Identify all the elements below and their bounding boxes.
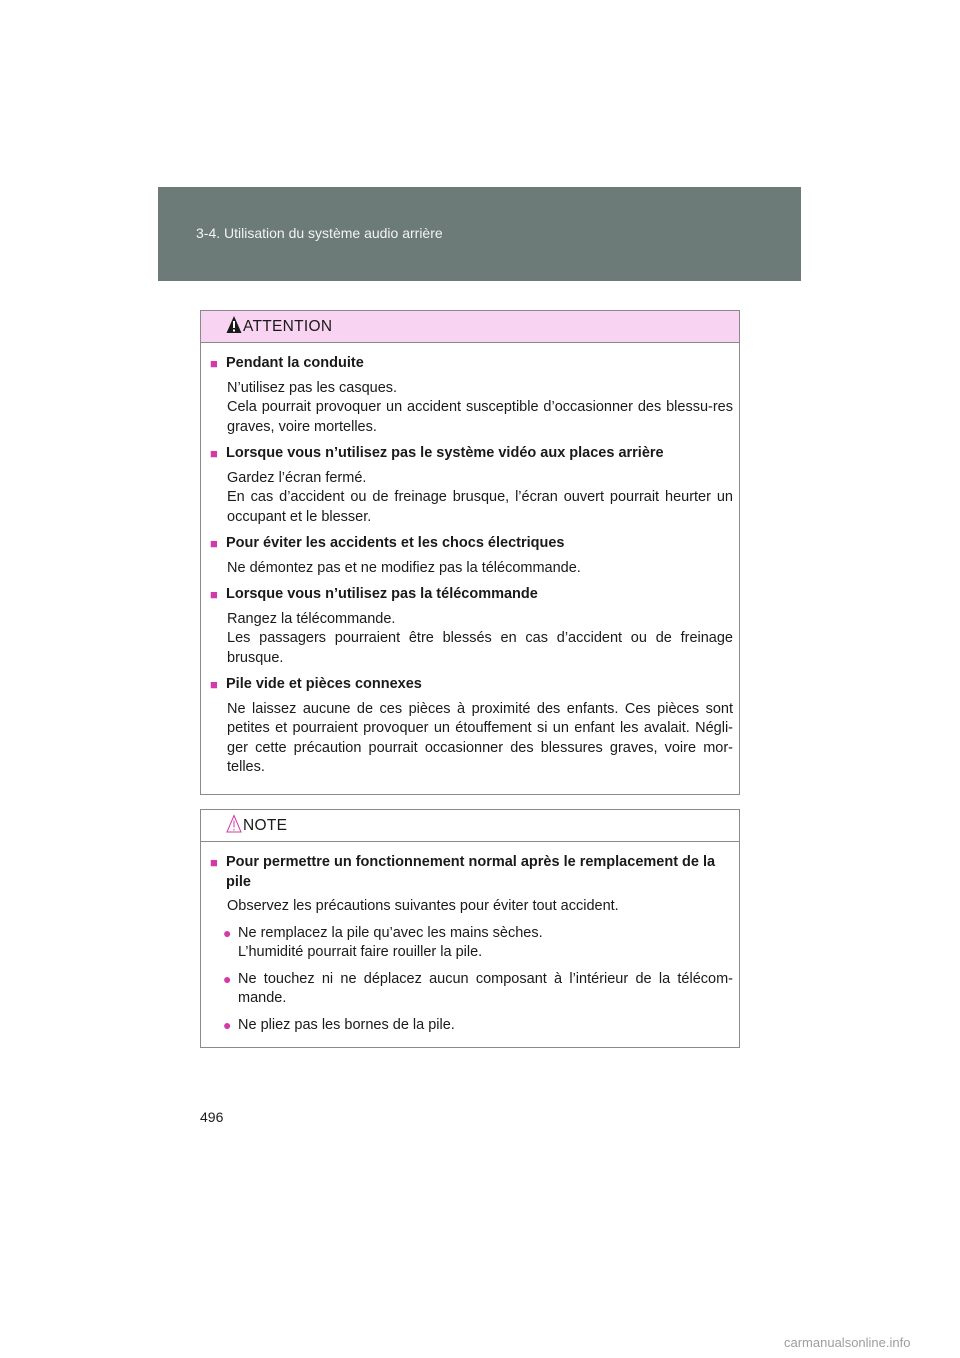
circle-bullet-icon: ● (223, 924, 232, 941)
section-title: ■ Pendant la conduite (210, 354, 733, 374)
paragraph: Ne démontez pas et ne modifiez pas la télécommande. (227, 559, 581, 576)
list-item: ● Ne pliez pas les bornes de la pile. (223, 1016, 733, 1036)
paragraph: Gardez l’écran fermé. En cas d’accident ou de freinage brusque, l’écran ouvert pourrait heurter un occupant et le blesser. (227, 469, 733, 525)
list-item: ● Ne remplacez la pile qu’avec les mains sèches. L’humidité pourrait faire rouiller la pile. (223, 924, 733, 963)
square-bullet-icon: ■ (210, 536, 218, 551)
note-box (200, 809, 740, 1048)
section-title: ■ Pile vide et pièces connexes (210, 675, 733, 695)
attention-header (201, 311, 739, 343)
section-title: ■ Pour éviter les accidents et les chocs électriques (210, 534, 733, 554)
header-band (158, 187, 801, 281)
note-header (201, 810, 739, 842)
footer-watermark: carmanualsonline.info (784, 1335, 911, 1350)
attention-title: ATTENTION (243, 318, 333, 335)
section-title: ■ Lorsque vous n’utilisez pas la télécommande (210, 585, 733, 605)
page-number: 496 (200, 1109, 224, 1125)
circle-bullet-icon: ● (223, 1016, 232, 1033)
section-title: ■ Lorsque vous n’utilisez pas le système vidéo aux places arrière (210, 444, 733, 464)
paragraph: N’utilisez pas les casques. Cela pourrait provoquer un accident susceptible d’occasionner des blessu-res graves, voire mortelles. (227, 379, 733, 435)
warning-triangle-outline-icon (226, 814, 242, 834)
section-title: ■ Pour permettre un fonctionnement normal après le remplacement de la pile (210, 853, 733, 892)
paragraph: Ne laissez aucune de ces pièces à proximité des enfants. Ces pièces sont petites et pourraient provoquer un étouffement si un enfant les avalait. Négli-ger cette précaution pourrait occasionner des blessures graves, voire mor-telles. (227, 700, 733, 775)
circle-bullet-icon: ● (223, 970, 232, 987)
paragraph: Observez les précautions suivantes pour éviter tout accident. (227, 898, 619, 914)
square-bullet-icon: ■ (210, 677, 218, 692)
section-heading: 3-4. Utilisation du système audio arrière (196, 225, 443, 241)
note-body (201, 842, 739, 1035)
square-bullet-icon: ■ (210, 587, 218, 602)
note-title: NOTE (243, 817, 288, 834)
paragraph: Rangez la télécommande. Les passagers pourraient être blessés en cas d’accident ou de freinage brusque. (227, 610, 733, 666)
list-item: ● Ne touchez ni ne déplacez aucun composant à l’intérieur de la télécom-mande. (223, 970, 733, 1009)
attention-box (200, 310, 740, 795)
square-bullet-icon: ■ (210, 356, 218, 371)
attention-body (201, 343, 739, 778)
square-bullet-icon: ■ (210, 446, 218, 461)
warning-triangle-icon (226, 315, 242, 335)
square-bullet-icon: ■ (210, 855, 218, 870)
